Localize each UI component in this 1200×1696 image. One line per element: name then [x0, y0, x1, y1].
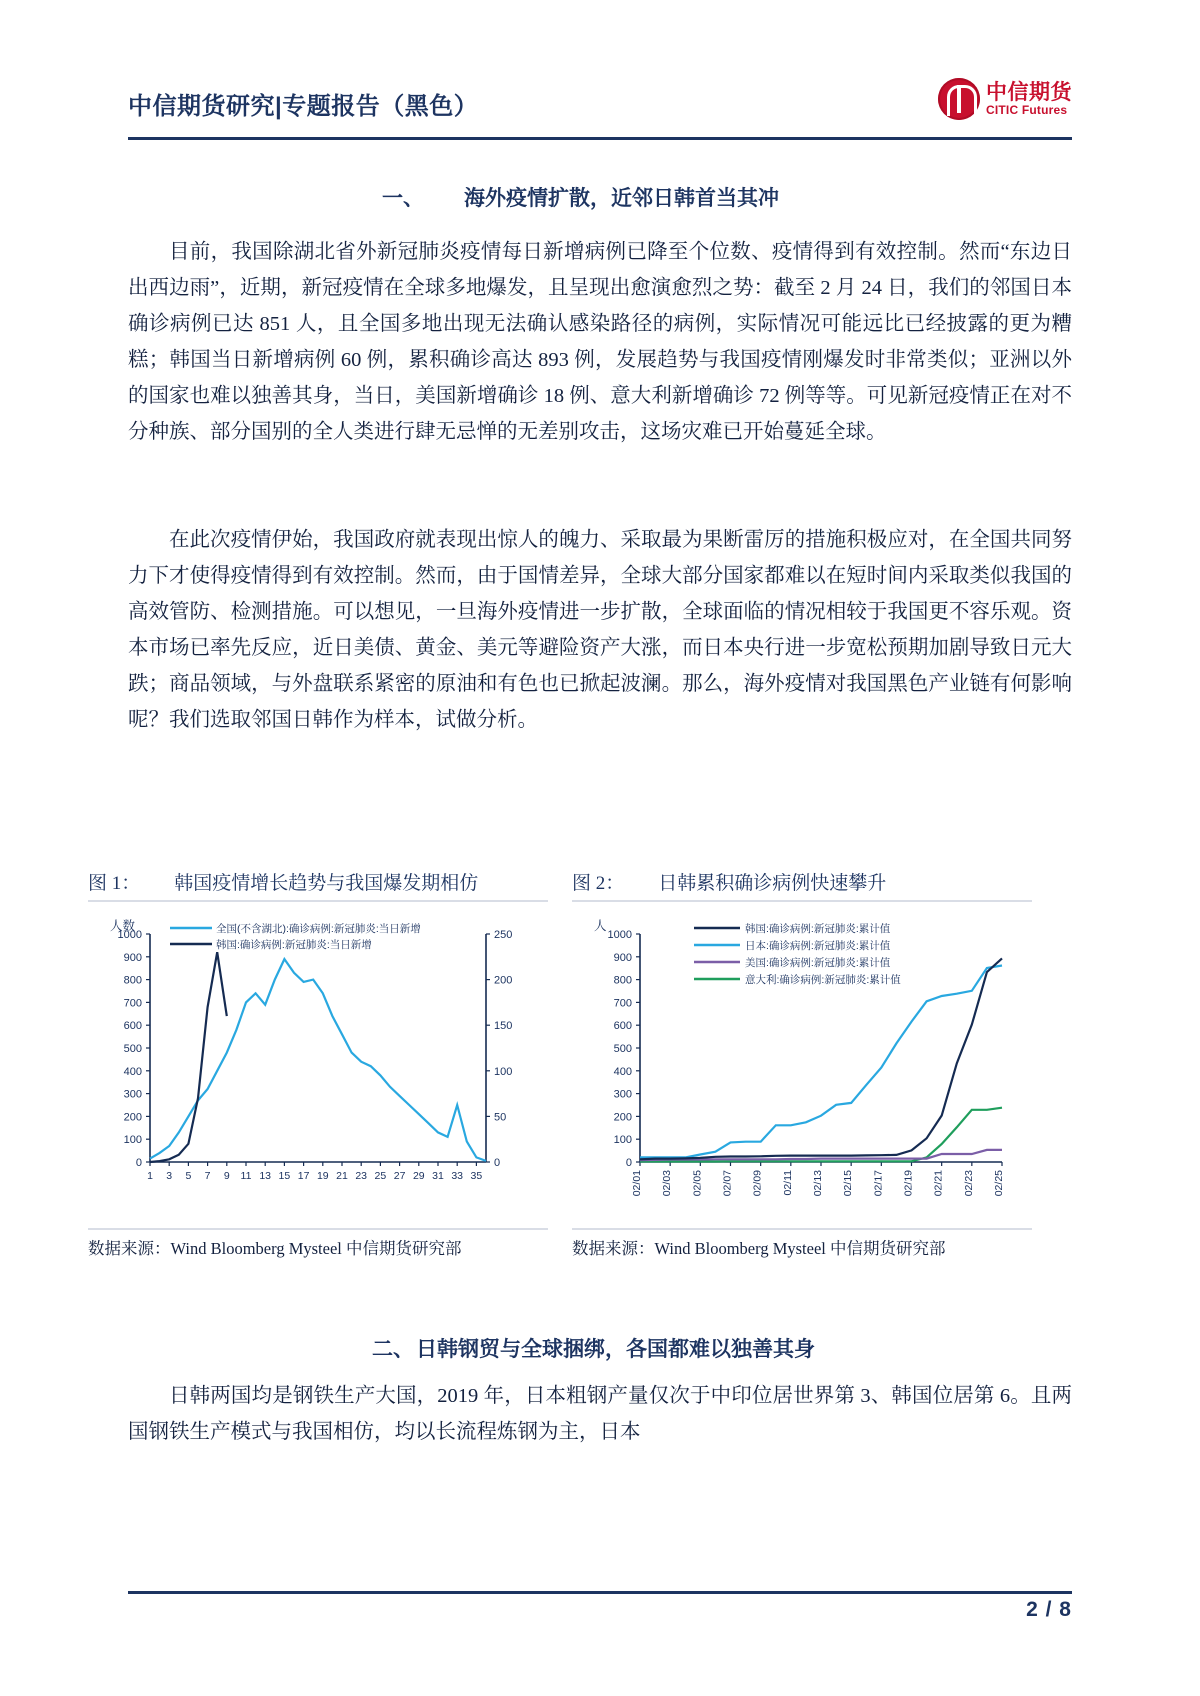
svg-text:29: 29 [412, 1170, 425, 1182]
chart-1-svg [88, 904, 548, 1222]
svg-text:21: 21 [336, 1170, 348, 1182]
chart-1-x-ticks [147, 1162, 482, 1182]
chart-2-legend [694, 922, 901, 986]
figure-1-plot [88, 904, 548, 1222]
svg-text:02/13: 02/13 [812, 1170, 824, 1197]
chart-1-legend [170, 922, 421, 951]
svg-text:02/05: 02/05 [691, 1170, 704, 1197]
svg-text:25: 25 [374, 1170, 387, 1182]
report-header-title: 中信期货研究|专题报告（黑色） [128, 93, 479, 120]
svg-text:02/21: 02/21 [932, 1170, 945, 1197]
figure-1-source: 数据来源：Wind Bloomberg Mysteel 中信期货研究部 [88, 1228, 548, 1258]
svg-text:0: 0 [625, 1157, 632, 1169]
header-divider [128, 137, 1072, 140]
svg-text:200: 200 [123, 1111, 142, 1124]
svg-text:11: 11 [240, 1170, 252, 1182]
svg-text:02/01: 02/01 [631, 1170, 643, 1197]
figure-2-plot [572, 904, 1032, 1222]
svg-text:800: 800 [613, 974, 632, 987]
svg-text:7: 7 [204, 1170, 211, 1182]
figure-2 [572, 868, 1032, 1258]
svg-text:02/15: 02/15 [842, 1170, 855, 1197]
section-1-title: 海外疫情扩散，近邻日韩首当其冲 [464, 187, 779, 210]
chart-1-legend-label-1: 韩国:确诊病例:新冠肺炎:当日新增 [216, 939, 372, 951]
logo-text-block [986, 82, 1072, 117]
svg-text:250: 250 [494, 929, 513, 941]
figure-2-title: 日韩累积确诊病例快速攀升 [658, 873, 887, 894]
chart-2-svg [572, 904, 1032, 1222]
section-1-number: 一、 [382, 187, 424, 210]
svg-text:3: 3 [166, 1170, 173, 1182]
paragraph-1: 目前，我国除湖北省外新冠肺炎疫情每日新增病例已降至个位数、疫情得到有效控制。然而“东边日出西边雨”，近期，新冠疫情在全球多地爆发，且呈现出愈演愈烈之势：截至 2 月 24 日，我们的邻国日本确诊病例已达 851 人，且全国多地出现无法确认感染路径的病例，实际情况可能远比已经披露的更为糟糕；韩国当日新增病例 60 例，累积确诊高达 893 例，发展趋势与我国疫情刚爆发时非常类似；亚洲以外的国家也难以独善其身，当日，美国新增确诊 18 例、意大利新增确诊 72 例等等。可见新冠疫情正在对不分种族、部分国别的全人类进行肆无忌惮的无差别攻击，这场灾难已开始蔓延全球。 [128, 241, 1072, 443]
chart-2-line-japan [640, 966, 1002, 1158]
svg-text:900: 900 [613, 951, 632, 964]
chart-2-x-ticks [631, 1162, 1005, 1196]
svg-text:900: 900 [123, 951, 142, 964]
page-header [128, 78, 1072, 140]
svg-text:0: 0 [135, 1157, 142, 1169]
svg-text:02/09: 02/09 [751, 1170, 764, 1197]
svg-text:100: 100 [123, 1134, 142, 1147]
paragraph-2: 在此次疫情伊始，我国政府就表现出惊人的魄力、采取最为果断雷厉的措施积极应对，在全国共同努力下才使得疫情得到有效控制。然而，由于国情差异，全球大部分国家都难以在短时间内采取类似我国的高效管防、检测措施。可以想见，一旦海外疫情进一步扩散，全球面临的情况相较于我国更不容乐观。资本市场已率先反应，近日美债、黄金、美元等避险资产大涨，而日本央行进一步宽松预期加剧导致日元大跌；商品领域，与外盘联系紧密的原油和有色也已掀起波澜。那么，海外疫情对我国黑色产业链有何影响呢？我们选取邻国日韩作为样本，试做分析。 [128, 529, 1072, 731]
svg-text:02/23: 02/23 [962, 1170, 975, 1197]
svg-text:600: 600 [123, 1020, 142, 1033]
svg-text:1000: 1000 [117, 929, 142, 941]
chart-1-line-korea [150, 952, 227, 1162]
chart-2-line-korea [640, 958, 1002, 1159]
svg-text:02/25: 02/25 [993, 1170, 1005, 1197]
svg-text:300: 300 [123, 1088, 142, 1101]
figure-1-caption [88, 868, 548, 902]
figure-2-label: 图 2： [572, 873, 625, 894]
svg-text:13: 13 [259, 1170, 272, 1182]
svg-text:400: 400 [123, 1065, 142, 1078]
chart-1-y-unit: 人数 [110, 919, 136, 933]
citic-logo-icon [938, 78, 980, 120]
chart-2-series [640, 958, 1002, 1161]
chart-1-legend-label-0: 全国(不含湖北):确诊病例:新冠肺炎:当日新增 [216, 923, 421, 935]
svg-text:500: 500 [123, 1043, 142, 1055]
figure-2-caption-divider [572, 900, 1032, 902]
chart-2-y-unit: 人 [594, 919, 607, 933]
figure-1-title: 韩国疫情增长趋势与我国爆发期相仿 [174, 873, 479, 894]
chart-1-series [150, 952, 486, 1162]
svg-text:700: 700 [123, 997, 142, 1010]
section-heading-2 [372, 1333, 815, 1363]
svg-text:800: 800 [123, 974, 142, 987]
chart-2-legend-label-0: 韩国:确诊病例:新冠肺炎:累计值 [745, 923, 891, 935]
chart-1-y2-ticks [486, 929, 512, 1169]
svg-text:100: 100 [613, 1134, 632, 1147]
svg-text:500: 500 [613, 1043, 632, 1055]
paragraph-3: 日韩两国均是钢铁生产大国，2019 年，日本粗钢产量仅次于中印位居世界第 3、韩国位居第 6。且两国钢铁生产模式与我国相仿，均以长流程炼钢为主，日本 [128, 1385, 1072, 1443]
svg-text:02/11: 02/11 [781, 1170, 794, 1196]
svg-text:9: 9 [223, 1170, 230, 1182]
svg-text:02/17: 02/17 [872, 1170, 885, 1197]
svg-text:1: 1 [147, 1170, 153, 1182]
citic-futures-logo [938, 78, 1072, 120]
footer-divider [128, 1591, 1072, 1594]
svg-text:27: 27 [393, 1170, 406, 1182]
svg-text:1000: 1000 [607, 929, 632, 941]
svg-text:02/03: 02/03 [661, 1170, 674, 1197]
svg-text:50: 50 [494, 1111, 507, 1124]
figure-1-caption-divider [88, 900, 548, 902]
svg-text:700: 700 [613, 997, 632, 1010]
chart-1-y-ticks [118, 929, 150, 1169]
svg-text:200: 200 [613, 1111, 632, 1124]
svg-text:33: 33 [451, 1170, 464, 1182]
page-number: 2 / 8 [1026, 1598, 1072, 1621]
chart-2-y-ticks [608, 929, 640, 1169]
section-heading-1 [382, 182, 779, 212]
svg-text:17: 17 [297, 1170, 310, 1182]
svg-text:15: 15 [278, 1170, 291, 1182]
section-2-title: 日韩钢贸与全球捆绑，各国都难以独善其身 [416, 1338, 815, 1361]
chart-2-legend-label-3: 意大利:确诊病例:新冠肺炎:累计值 [745, 974, 901, 986]
figure-1-label: 图 1： [88, 873, 141, 894]
svg-text:5: 5 [185, 1170, 192, 1182]
figure-2-source: 数据来源：Wind Bloomberg Mysteel 中信期货研究部 [572, 1228, 1032, 1258]
chart-2-legend-label-2: 美国:确诊病例:新冠肺炎:累计值 [745, 957, 891, 969]
logo-chinese-name: 中信期货 [986, 80, 1072, 104]
svg-text:23: 23 [355, 1170, 368, 1182]
svg-text:35: 35 [470, 1170, 483, 1182]
svg-text:150: 150 [494, 1020, 513, 1033]
svg-text:02/07: 02/07 [721, 1170, 734, 1197]
svg-text:0: 0 [494, 1157, 501, 1169]
svg-text:300: 300 [613, 1088, 632, 1101]
chart-2-legend-label-1: 日本:确诊病例:新冠肺炎:累计值 [745, 940, 891, 952]
svg-text:02/19: 02/19 [902, 1170, 915, 1197]
svg-text:19: 19 [316, 1170, 329, 1182]
svg-text:100: 100 [494, 1065, 513, 1078]
svg-text:31: 31 [432, 1170, 444, 1182]
figure-1 [88, 868, 548, 1258]
chart-1-line-china [150, 959, 486, 1161]
figure-2-caption [572, 868, 1032, 902]
svg-text:600: 600 [613, 1020, 632, 1033]
logo-english-name: CITIC Futures [986, 102, 1068, 117]
svg-text:400: 400 [613, 1065, 632, 1078]
svg-text:200: 200 [494, 974, 513, 987]
chart-1-axes [150, 934, 486, 1162]
section-2-number: 二、 [372, 1338, 414, 1361]
